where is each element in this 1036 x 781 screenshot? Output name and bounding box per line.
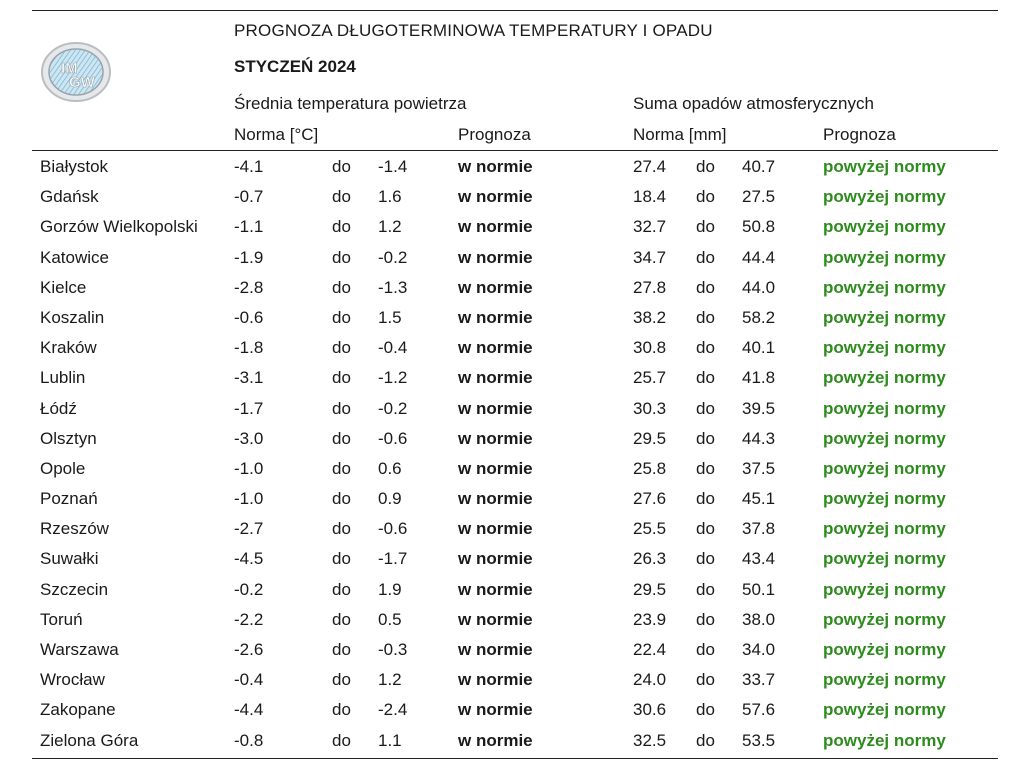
temp-norm-max: 1.5 [378,307,402,327]
precip-norm-max: 50.1 [742,579,776,599]
city-name: Rzeszów [40,519,109,539]
temp-norm-min: -2.7 [234,519,264,539]
precip-norm-max: 50.8 [742,217,776,237]
precip-range-separator: do [696,640,715,659]
temp-norm-min: -4.1 [234,157,264,176]
table-row [0,695,1036,725]
precip-norm-min: 26.3 [633,549,667,569]
precip-forecast: powyżej normy [823,730,946,750]
temp-forecast: w normie [458,277,533,297]
precip-forecast: powyżej normy [823,519,946,539]
precip-norm-max: 40.7 [742,157,776,176]
precip-norm-header: Norma [mm] [633,125,727,144]
precip-forecast: powyżej normy [823,428,946,448]
precip-norm-min: 25.7 [633,368,667,388]
table-row [0,424,1036,454]
precip-norm-max: 45.1 [742,489,776,509]
temp-norm-max: -2.4 [378,700,408,720]
temp-norm-max: -0.4 [378,338,408,358]
precip-forecast: powyżej normy [823,187,946,207]
temp-norm-max: -1.3 [378,277,408,297]
precip-forecast: powyżej normy [823,277,946,297]
temp-forecast: w normie [458,187,533,207]
svg-text:GW: GW [69,74,95,91]
temp-range-separator: do [332,609,351,629]
page-subtitle: STYCZEŃ 2024 [234,57,356,76]
table-row [0,212,1036,242]
temp-range-separator: do [332,579,351,599]
temp-norm-min: -1.0 [234,458,264,478]
city-name: Toruń [40,609,83,629]
precip-norm-max: 34.0 [742,640,776,659]
precip-norm-min: 23.9 [633,609,667,629]
city-name: Zakopane [40,700,116,720]
city-name: Białystok [40,157,109,176]
table-row [0,665,1036,695]
temp-range-separator: do [332,307,351,327]
temp-norm-max: -0.6 [378,519,408,539]
precip-norm-min: 22.4 [633,640,667,659]
precip-forecast: powyżej normy [823,307,946,327]
table-row [0,303,1036,333]
temp-range-separator: do [332,247,351,267]
precip-forecast: powyżej normy [823,458,946,478]
table-row [0,273,1036,303]
precip-norm-max: 57.6 [742,700,776,720]
temp-forecast: w normie [458,458,533,478]
temp-norm-min: -0.8 [234,730,264,750]
precip-range-separator: do [696,670,715,690]
temp-forecast: w normie [458,519,533,539]
temp-norm-min: -1.8 [234,338,264,358]
table-row [0,484,1036,514]
temp-forecast: w normie [458,157,533,176]
precip-norm-max: 44.4 [742,247,776,267]
temp-norm-min: -3.1 [234,368,264,388]
precip-norm-min: 29.5 [633,579,667,599]
precip-forecast: powyżej normy [823,579,946,599]
forecast-table [0,152,1036,756]
precip-range-separator: do [696,579,715,599]
top-rule [32,10,998,11]
temp-forecast: w normie [458,338,533,358]
precip-forecast: powyżej normy [823,549,946,569]
precip-norm-max: 37.5 [742,458,776,478]
table-row [0,635,1036,665]
temp-range-separator: do [332,157,351,176]
temp-range-separator: do [332,428,351,448]
temp-norm-header: Norma [°C] [234,125,319,144]
temp-forecast: w normie [458,247,533,267]
temp-forecast: w normie [458,307,533,327]
precip-range-separator: do [696,519,715,539]
temp-forecast: w normie [458,489,533,509]
temp-norm-max: 0.6 [378,458,402,478]
temp-norm-max: 1.2 [378,217,402,237]
city-name: Łódź [40,398,77,418]
city-name: Szczecin [40,579,109,599]
precip-norm-max: 37.8 [742,519,776,539]
temp-forecast: w normie [458,368,533,388]
precip-norm-max: 44.0 [742,277,776,297]
precip-range-separator: do [696,187,715,207]
temp-norm-max: -1.4 [378,157,408,176]
temp-forecast: w normie [458,217,533,237]
temp-norm-max: 1.2 [378,670,402,690]
table-row [0,152,1036,182]
precip-range-separator: do [696,458,715,478]
precip-forecast: powyżej normy [823,489,946,509]
city-name: Gorzów Wielkopolski [40,217,198,237]
precip-norm-min: 25.8 [633,458,667,478]
temp-forecast: w normie [458,640,533,659]
precip-norm-max: 58.2 [742,307,776,327]
temp-range-separator: do [332,368,351,388]
temp-norm-min: -1.9 [234,247,264,267]
temp-forecast: w normie [458,579,533,599]
page-title: PROGNOZA DŁUGOTERMINOWA TEMPERATURY I OPADU [234,21,713,40]
temp-norm-min: -0.2 [234,579,264,599]
city-name: Warszawa [40,640,119,659]
city-name: Kraków [40,338,97,358]
precip-norm-max: 53.5 [742,730,776,750]
precip-forecast: powyżej normy [823,368,946,388]
temp-forecast: w normie [458,670,533,690]
temperature-heading: Średnia temperatura powietrza [234,94,467,113]
bottom-rule [32,758,998,759]
temp-norm-max: 0.5 [378,609,402,629]
temp-norm-max: -0.2 [378,398,408,418]
precip-norm-min: 27.4 [633,157,667,176]
temp-norm-min: -0.6 [234,307,264,327]
city-name: Katowice [40,247,109,267]
city-name: Koszalin [40,307,105,327]
precip-norm-max: 39.5 [742,398,776,418]
precip-forecast: powyżej normy [823,640,946,659]
precip-forecast: powyżej normy [823,398,946,418]
temp-range-separator: do [332,398,351,418]
precip-range-separator: do [696,247,715,267]
temp-range-separator: do [332,187,351,207]
precip-norm-min: 24.0 [633,670,667,690]
precip-norm-max: 40.1 [742,338,776,358]
precip-norm-min: 27.6 [633,489,667,509]
precip-norm-min: 29.5 [633,428,667,448]
city-name: Kielce [40,277,87,297]
city-name: Wrocław [40,670,105,690]
precip-forecast: powyżej normy [823,700,946,720]
precip-norm-min: 38.2 [633,307,667,327]
temp-forecast-header: Prognoza [458,125,531,144]
table-row [0,454,1036,484]
table-row [0,394,1036,424]
precip-forecast: powyżej normy [823,609,946,629]
temp-forecast: w normie [458,609,533,629]
header-rule [32,150,998,151]
table-row [0,333,1036,363]
temp-range-separator: do [332,338,351,358]
temp-range-separator: do [332,277,351,297]
precip-norm-min: 27.8 [633,277,667,297]
temp-norm-max: 0.9 [378,489,402,509]
temp-forecast: w normie [458,549,533,569]
temp-range-separator: do [332,670,351,690]
precip-norm-min: 32.5 [633,730,667,750]
precipitation-heading: Suma opadów atmosferycznych [633,94,874,113]
precip-norm-max: 33.7 [742,670,776,690]
city-name: Opole [40,458,86,478]
svg-text:IM: IM [61,60,78,77]
precip-range-separator: do [696,609,715,629]
temp-norm-max: 1.1 [378,730,402,750]
temp-norm-min: -2.2 [234,609,264,629]
temp-norm-min: -4.5 [234,549,264,569]
temp-range-separator: do [332,217,351,237]
temp-range-separator: do [332,458,351,478]
temp-norm-min: -1.0 [234,489,264,509]
temp-norm-max: 1.9 [378,579,402,599]
temp-norm-min: -0.7 [234,187,264,207]
temp-norm-min: -2.6 [234,640,264,659]
precip-range-separator: do [696,700,715,720]
precip-norm-min: 34.7 [633,247,667,267]
temp-norm-max: -0.2 [378,247,408,267]
temp-norm-max: -0.3 [378,640,408,659]
precip-norm-min: 32.7 [633,217,667,237]
temp-norm-min: -4.4 [234,700,264,720]
precip-norm-max: 41.8 [742,368,776,388]
precip-norm-min: 25.5 [633,519,667,539]
precip-norm-min: 18.4 [633,187,667,207]
temp-norm-min: -3.0 [234,428,264,448]
precip-forecast: powyżej normy [823,670,946,690]
city-name: Suwałki [40,549,99,569]
temp-range-separator: do [332,700,351,720]
precip-forecast: powyżej normy [823,338,946,358]
precip-range-separator: do [696,549,715,569]
temp-norm-max: 1.6 [378,187,402,207]
temp-norm-min: -0.4 [234,670,264,690]
precip-range-separator: do [696,307,715,327]
precip-norm-max: 44.3 [742,428,776,448]
precip-forecast: powyżej normy [823,157,946,176]
table-row [0,182,1036,212]
table-row [0,575,1036,605]
temp-forecast: w normie [458,428,533,448]
temp-forecast: w normie [458,730,533,750]
precip-range-separator: do [696,157,715,176]
temp-range-separator: do [332,489,351,509]
table-row [0,514,1036,544]
temp-range-separator: do [332,549,351,569]
temp-forecast: w normie [458,398,533,418]
precip-forecast: powyżej normy [823,247,946,267]
precip-range-separator: do [696,730,715,750]
temp-range-separator: do [332,519,351,539]
precip-range-separator: do [696,398,715,418]
table-row [0,726,1036,756]
temp-norm-min: -1.1 [234,217,264,237]
temp-norm-min: -1.7 [234,398,264,418]
table-row [0,544,1036,574]
temp-forecast: w normie [458,700,533,720]
precip-range-separator: do [696,489,715,509]
precip-norm-max: 38.0 [742,609,776,629]
temp-range-separator: do [332,640,351,659]
precip-range-separator: do [696,428,715,448]
temp-norm-min: -2.8 [234,277,264,297]
city-name: Zielona Góra [40,730,139,750]
precip-norm-min: 30.8 [633,338,667,358]
city-name: Gdańsk [40,187,99,207]
temp-range-separator: do [332,730,351,750]
precip-range-separator: do [696,277,715,297]
precip-norm-max: 27.5 [742,187,776,207]
precip-forecast: powyżej normy [823,217,946,237]
precip-norm-min: 30.3 [633,398,667,418]
precip-range-separator: do [696,338,715,358]
precip-norm-min: 30.6 [633,700,667,720]
precip-norm-max: 43.4 [742,549,776,569]
table-row [0,363,1036,393]
city-name: Olsztyn [40,428,97,448]
city-name: Poznań [40,489,98,509]
table-row [0,605,1036,635]
temp-norm-max: -0.6 [378,428,408,448]
table-row [0,243,1036,273]
temp-norm-max: -1.7 [378,549,408,569]
city-name: Lublin [40,368,86,388]
precip-forecast-header: Prognoza [823,125,896,144]
temp-norm-max: -1.2 [378,368,408,388]
precip-range-separator: do [696,368,715,388]
imgw-logo [38,40,114,104]
precip-range-separator: do [696,217,715,237]
